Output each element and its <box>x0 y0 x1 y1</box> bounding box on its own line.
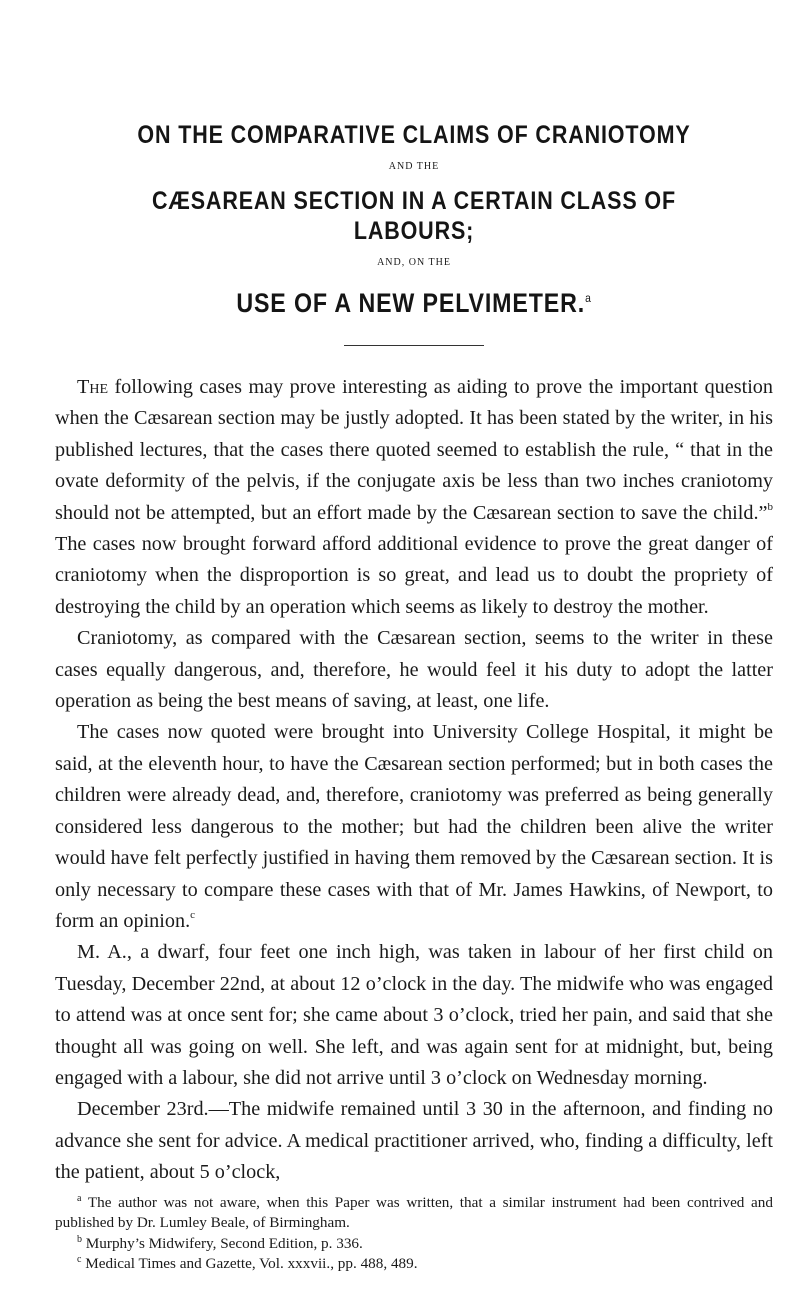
title-line-1: ON THE COMPARATIVE CLAIMS OF CRANIOTOMY <box>137 121 691 149</box>
footnote-text: Medical Times and Gazette, Vol. xxxvii., pp. 488, 489. <box>81 1255 418 1273</box>
footnote-ref-b: b <box>767 500 773 513</box>
paragraph-3 <box>55 717 773 937</box>
paragraph-3-text: The cases now quoted were brought into University College Hospital, it might be said, at the eleventh hour, to have the Cæsarean section performed; but in both cases the children were already dead, and, therefore, craniotomy was preferred as being generally considered less dangerous to the mother; but had the children been alive the writer would have felt perfectly justified in having them removed by the Cæsarean section. It is only necessary to compare these cases with that of Mr. James Hawkins, of Newport, to form an opinion. <box>55 721 773 932</box>
footnote <box>55 1193 773 1234</box>
title-connector-1: AND THE <box>388 161 440 172</box>
paragraph-2: Craniotomy, as compared with the Cæsarean section, seems to the writer in these cases equally dangerous, and, therefore, he would feel it his duty to adopt the latter operation as being the best means of saving, at least, one life. <box>55 627 773 713</box>
body-text <box>55 372 773 1189</box>
footnote-marker: b <box>77 1233 82 1245</box>
title-divider <box>344 345 484 346</box>
footnotes <box>55 1193 773 1275</box>
paragraph-1-text-b: The cases now brought forward afford additional evidence to prove the great danger of craniotomy when the disproportion is so great, and lead us to doubt the propriety of destroying the child by an operation which seems as likely to destroy the mother. <box>55 533 773 618</box>
paragraph-1-lead: The <box>77 376 108 398</box>
footnote <box>55 1234 773 1255</box>
title-line-3-text: USE OF A NEW PELVIMETER. <box>236 288 586 318</box>
footnote <box>55 1254 773 1275</box>
document-page <box>55 0 773 1312</box>
title-line-2: CÆSAREAN SECTION IN A CERTAIN CLASS OF LABOURS; <box>151 187 677 245</box>
footnote-marker: a <box>77 1192 82 1204</box>
paragraph-4: M. A., a dwarf, four feet one inch high, was taken in labour of her first child on Tuesday, December 22nd, at about 12 o’clock in the day. The midwife who was engaged to attend was at once sent for; she came about 3 o’clock, tried her pain, and said that she thought all was going on well. She left, and was again sent for at midnight, but, being engaged with a labour, she did not arrive until 3 o’clock on Wednesday morning. <box>55 941 773 1089</box>
footnote-text: The author was not aware, when this Paper was written, that a similar instrument had been contrived and published by Dr. Lumley Beale, of Birmingham. <box>55 1193 773 1232</box>
footnote-ref-c: c <box>190 908 196 921</box>
title-connector-2: AND, ON THE <box>377 257 451 268</box>
footnote-ref-a: a <box>585 291 592 305</box>
paragraph-1 <box>55 372 773 623</box>
paragraph-1-text-a: following cases may prove interesting as aiding to prove the important question when the Cæsarean section may be justly adopted. It has been stated by the writer, in his published lectures, that the cases there quoted seemed to establish the rule, “ that in the ovate deformity of the pelvis, if the conjugate axis be less than two inches craniotomy should not be attempted, but an effort made by the Cæsarean section to save the child.” <box>55 376 773 524</box>
footnote-text: Murphy’s Midwifery, Second Edition, p. 336. <box>82 1234 363 1252</box>
title-line-3 <box>105 282 722 319</box>
paragraph-5: December 23rd.—The midwife remained until 3 30 in the afternoon, and finding no advance she sent for advice. A medical practitioner arrived, who, finding a difficulty, left the patient, about 5 o’clock, <box>55 1098 773 1184</box>
footnote-marker: c <box>77 1254 82 1266</box>
